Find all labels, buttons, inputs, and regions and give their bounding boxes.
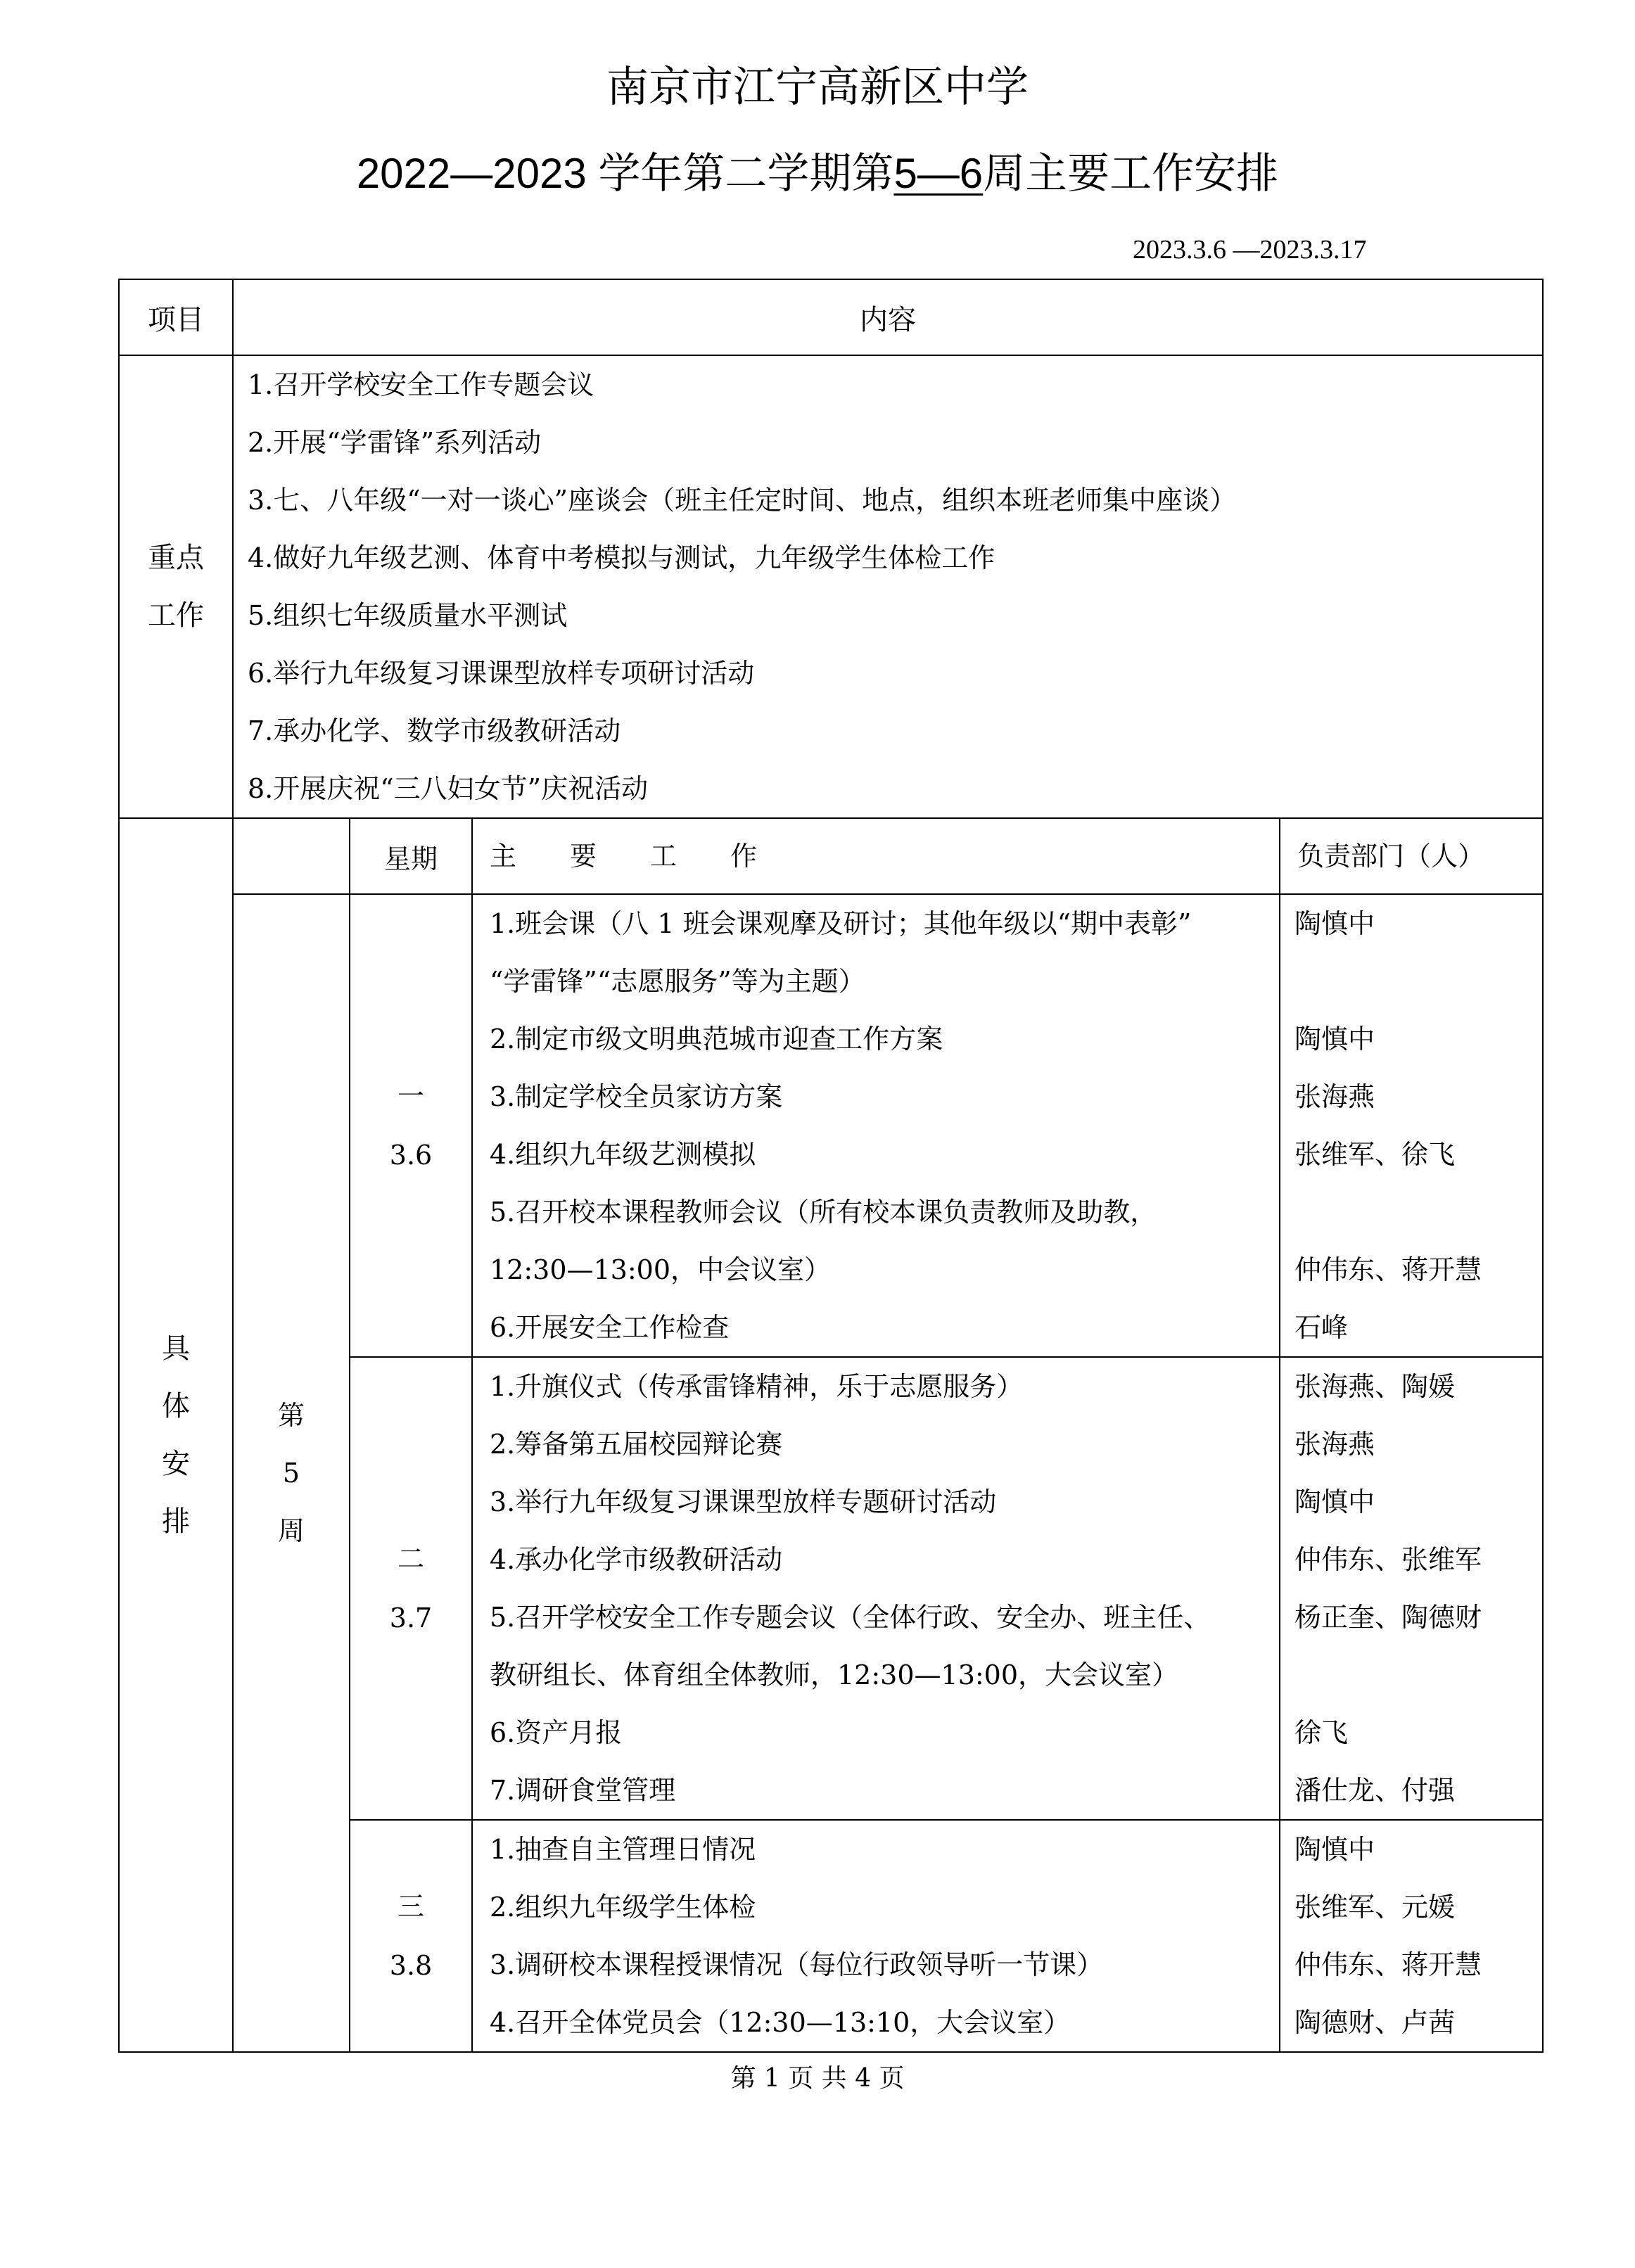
owner-item: 仲伟东、张维军 [1294,1544,1482,1575]
work-item: 3.制定学校全员家访方案 [490,1081,783,1112]
owner-item: 陶慎中 [1294,1486,1375,1517]
work-item: 1.升旗仪式（传承雷锋精神，乐于志愿服务） [490,1371,1024,1402]
schedule-table [118,279,1544,2053]
owner-item: 杨正奎、陶德财 [1294,1602,1482,1633]
key-work-item: 3.七、八年级“一对一谈心”座谈会（班主任定时间、地点，组织本班老师集中座谈） [248,485,1237,516]
day-tuesday-owner [1280,1357,1543,1820]
owner-item: 陶慎中 [1294,1024,1375,1055]
key-work-item: 7.承办化学、数学市级教研活动 [248,715,621,746]
work-item: 1.班会课（八 1 班会课观摩及研讨；其他年级以“期中表彰” [490,908,1192,939]
day-wednesday-owner [1280,1820,1543,2052]
owner-item: 陶德财、卢茜 [1294,2007,1456,2038]
work-item: 7.调研食堂管理 [490,1775,676,1806]
work-item: 12:30—13:00，中会议室） [490,1254,832,1285]
key-work-item: 4.做好九年级艺测、体育中考模拟与测试，九年级学生体检工作 [248,542,995,573]
work-item: 4.承办化学市级教研活动 [490,1544,783,1575]
owner-item: 仲伟东、蒋开慧 [1294,1949,1482,1980]
day-tuesday: 二 3.7 [350,1357,472,1820]
sub-header-work: 主 要 工 作 [472,818,1280,894]
week-label: 第 5 周 [233,894,350,2052]
title-prefix: 2022—2023 学年第二学期第 [356,150,894,197]
key-work-item: 6.举行九年级复习课课型放样专项研讨活动 [248,658,755,689]
date-range: 2023.3.6 —2023.3.17 [1133,235,1367,265]
key-work-item: 2.开展“学雷锋”系列活动 [248,427,542,458]
work-item: 4.组织九年级艺测模拟 [490,1139,756,1170]
work-item: 3.调研校本课程授课情况（每位行政领导听一节课） [490,1949,1104,1980]
owner-item: 陶慎中 [1294,908,1375,939]
work-item: “学雷锋”“志愿服务”等为主题） [490,966,865,997]
header-content: 内容 [233,279,1543,355]
title-suffix: 周主要工作安排 [983,150,1279,197]
sub-header-owner: 负责部门（人） [1280,818,1543,894]
key-work-label: 重点 工作 [119,355,233,818]
page-title [0,144,1635,203]
owner-item: 仲伟东、蒋开慧 [1294,1254,1482,1285]
page-footer: 第 1 页 共 4 页 [730,2064,905,2093]
owner-item: 潘仕龙、付强 [1294,1775,1456,1806]
work-item: 5.召开校本课程教师会议（所有校本课负责教师及助教， [490,1197,1157,1228]
day-tuesday-work [472,1357,1280,1820]
work-item: 6.开展安全工作检查 [490,1312,730,1343]
work-item: 1.抽查自主管理日情况 [490,1834,756,1865]
detailed-plan-label: 具 体 安 排 [119,818,233,2052]
owner-item: 张海燕 [1294,1429,1375,1460]
day-wednesday-work [472,1820,1280,2052]
owner-item: 张维军、元媛 [1294,1892,1456,1923]
work-item: 4.召开全体党员会（12:30—13:10，大会议室） [490,2007,1071,2038]
day-monday-owner [1280,894,1543,1357]
work-item: 2.筹备第五届校园辩论赛 [490,1429,783,1460]
day-wednesday: 三 3.8 [350,1820,472,2052]
school-name: 南京市江宁高新区中学 [606,63,1029,110]
work-item: 3.举行九年级复习课课型放样专题研讨活动 [490,1486,997,1517]
key-work-item: 8.开展庆祝“三八妇女节”庆祝活动 [248,773,649,804]
owner-item: 石峰 [1294,1312,1349,1343]
owner-item [1280,953,1542,1010]
work-item: 2.制定市级文明典范城市迎查工作方案 [490,1024,943,1055]
work-item: 6.资产月报 [490,1717,623,1748]
key-work-item: 1.召开学校安全工作专题会议 [248,369,594,400]
key-work-item: 5.组织七年级质量水平测试 [248,600,568,631]
day-monday: 一 3.6 [350,894,472,1357]
key-work-list [233,355,1543,818]
owner-item: 张海燕 [1294,1081,1375,1112]
title-weeks: 5—6 [893,150,984,197]
header-item: 项目 [119,279,233,355]
sub-header-week [233,818,350,894]
owner-item [1280,1646,1542,1704]
owner-item [1280,1183,1542,1241]
sub-header-weekday: 星期 [350,818,472,894]
work-item: 2.组织九年级学生体检 [490,1892,756,1923]
work-item: 教研组长、体育组全体教师，12:30—13:00，大会议室） [490,1659,1179,1690]
owner-item: 张维军、徐飞 [1294,1139,1456,1170]
day-monday-work [472,894,1280,1357]
owner-item: 张海燕、陶媛 [1294,1371,1456,1402]
owner-item: 徐飞 [1294,1717,1349,1748]
work-item: 5.召开学校安全工作专题会议（全体行政、安全办、班主任、 [490,1602,1211,1633]
owner-item: 陶慎中 [1294,1834,1375,1865]
